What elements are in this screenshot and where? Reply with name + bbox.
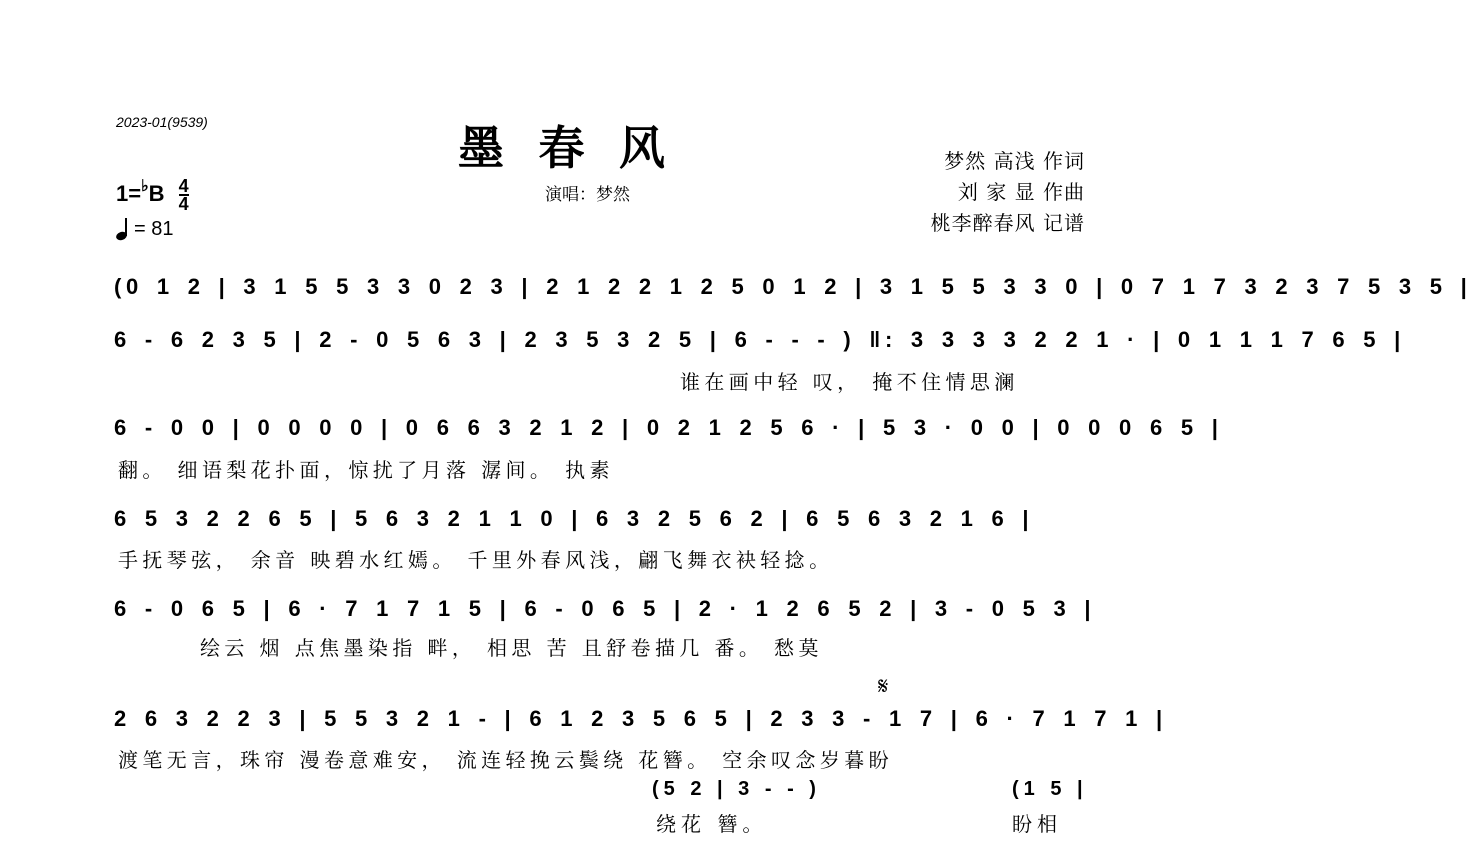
lyric-line-6: 渡笔无言，珠帘 漫卷意难安， 流连轻挽云鬓绕 花簪。 空余叹念岁暮盼: [118, 748, 894, 772]
score-serial-number: 2023-01(9539): [116, 114, 208, 130]
notation-line-5: 6 - 0 6 5 | 6 · 7 1 7 1 5 | 6 - 0 6 5 | 2 · 1 2 6 5 2 | 3 - 0 5 3 |: [114, 596, 1096, 621]
notation-line-6: 2 6 3 2 2 3 | 5 5 3 2 1 - | 6 1 2 3 5 6 5 | 2 3 3 - 1 7 | 6 · 7 1 7 1 |: [114, 706, 1167, 731]
flat-sign: ♭: [141, 178, 149, 195]
notation-line-4: 6 5 3 2 2 6 5 | 5 6 3 2 1 1 0 | 6 3 2 5 6 2 | 6 5 6 3 2 1 6 |: [114, 506, 1034, 531]
time-signature: [179, 178, 189, 212]
alt-ending-lyrics-b: 盼相: [1012, 812, 1062, 836]
song-title: 墨春风: [458, 121, 700, 175]
meter-bottom: 4: [178, 194, 189, 214]
alt-ending-lyrics-a: 绕花 簪。: [656, 812, 768, 836]
key-prefix: 1=: [116, 180, 142, 206]
lyricist-credit: 梦然 高浅 作词: [944, 149, 1085, 173]
credits-block: [931, 146, 1085, 239]
notation-line-3: 6 - 0 0 | 0 0 0 0 | 0 6 6 3 2 1 2 | 0 2 1 2 5 6 · | 5 3 · 0 0 | 0 0 0 6 5 |: [114, 415, 1223, 440]
key-signature: [116, 178, 189, 212]
lyric-line-5: 绘云 烟 点焦墨染指 畔， 相思 苦 且舒卷描几 番。 愁莫: [200, 636, 823, 660]
key-note: B: [148, 180, 165, 206]
alt-ending-notation-b: (1 5 |: [1012, 778, 1088, 800]
lyric-line-3: 翻。 细语梨花扑面，惊扰了月落 潺间。 执素: [118, 458, 614, 482]
singer-credit: 演唱：梦然: [545, 185, 630, 205]
notation-line-1: (0 1 2 | 3 1 5 5 3 3 0 2 3 | 2 1 2 2 1 2 5 0 1 2 | 3 1 5 5 3 3 0 | 0 7 1 7 3 2 3 7 5 3 5 |: [114, 274, 1471, 299]
notation-line-2: 6 - 6 2 3 5 | 2 - 0 5 6 3 | 2 3 5 3 2 5 | 6 - - - ) ‖: 3 3 3 3 2 2 1 · | 0 1 1 1 7 6 5 |: [114, 327, 1405, 352]
transcriber-credit: 桃李醉春风 记谱: [930, 211, 1085, 235]
meter-top: 4: [178, 176, 189, 196]
quarter-note-icon: [116, 220, 128, 240]
tempo-marking: [116, 218, 173, 241]
lyric-line-4: 手抚琴弦， 余音 映碧水红嫣。 千里外春风浅，翩飞舞衣袂轻捻。: [118, 548, 834, 572]
alt-ending-notation-a: (5 2 | 3 - - ): [652, 778, 821, 800]
composer-credit: 刘 家 显 作曲: [957, 180, 1085, 204]
lyric-line-2: 谁在画中轻 叹， 掩不住情思澜: [680, 370, 1019, 394]
segno-sign: 𝄋: [878, 672, 889, 700]
tempo-value: = 81: [134, 218, 174, 240]
